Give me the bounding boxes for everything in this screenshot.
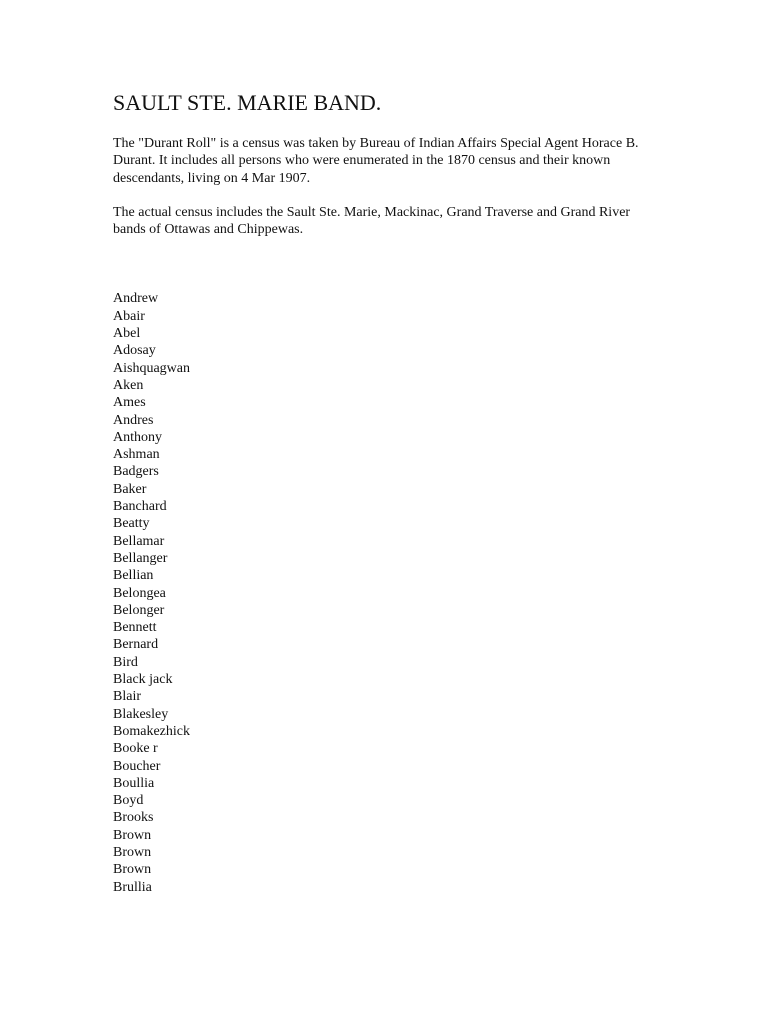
surname-list-item: Anthony <box>113 429 162 445</box>
surname-list-item: Brown <box>113 827 152 843</box>
surname-list-item: Black jack <box>113 672 173 688</box>
surname-list-item: Bennett <box>113 620 157 636</box>
surname-list-item: Bernard <box>113 637 159 653</box>
surname-list-item: Aishquagwan <box>113 360 190 376</box>
intro-paragraph: The "Durant Roll" is a census was taken by Bureau of Indian Affairs Special Agent Horace B. Durant. It includes all persons who were enumerated in the 1870 census and their known descendants, living on 4 Mar 1907. <box>113 136 639 186</box>
surname-list-item: Brown <box>113 844 152 860</box>
surname-list-item: Banchard <box>113 499 167 515</box>
surname-list-item: Belongea <box>113 585 166 601</box>
census-bands-paragraph: The actual census includes the Sault Ste. Marie, Mackinac, Grand Traverse and Grand River bands of Ottawas and Chippewas. <box>113 204 631 238</box>
surname-list-item: Baker <box>113 481 147 497</box>
surname-list-item: Ashman <box>113 447 160 463</box>
surname-list-item: Booke r <box>113 741 158 757</box>
surname-list-item: Bellamar <box>113 533 165 549</box>
surname-list-item: Blair <box>113 689 141 705</box>
surname-list-item: Boyd <box>113 793 144 809</box>
surname-list-item: Andrew <box>113 291 159 307</box>
surname-list-item: Aken <box>113 377 144 393</box>
surname-list-item: Boullia <box>113 775 155 791</box>
surname-list-item: Brooks <box>113 810 154 826</box>
surname-list-item: Andres <box>113 412 154 428</box>
surname-list-item: Bellian <box>113 568 154 584</box>
surname-list-item: Abel <box>113 326 141 342</box>
surname-list-item: Beatty <box>113 516 150 532</box>
surname-list-item: Ames <box>113 395 146 411</box>
surname-list <box>113 290 653 895</box>
document-title: SAULT STE. MARIE BAND. <box>113 90 382 115</box>
surname-list-item: Badgers <box>113 464 159 480</box>
surname-list-item: Brown <box>113 862 152 878</box>
surname-list-item: Boucher <box>113 758 161 774</box>
surname-list-item: Bomakezhick <box>113 723 190 739</box>
document-content <box>113 89 653 896</box>
surname-list-item: Belonger <box>113 602 165 618</box>
surname-list-item: Adosay <box>113 343 156 359</box>
surname-list-item: Brullia <box>113 879 152 895</box>
surname-list-item: Bellanger <box>113 550 168 566</box>
surname-list-item: Blakesley <box>113 706 169 722</box>
surname-list-item: Bird <box>113 654 138 670</box>
surname-list-item: Abair <box>113 308 145 324</box>
